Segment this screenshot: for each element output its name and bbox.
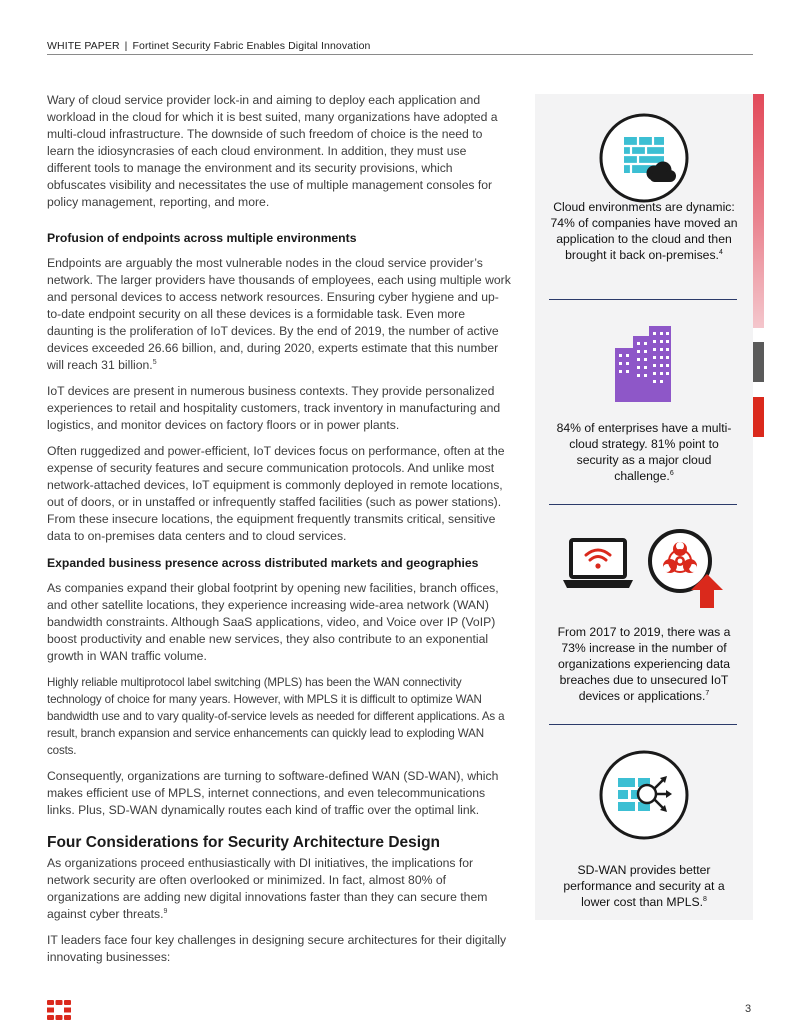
stat-multi-cloud <box>549 420 739 484</box>
document-type-label: WHITE PAPER <box>47 40 120 52</box>
accent-bar-gradient <box>753 94 764 328</box>
page-header <box>47 40 753 55</box>
document-title: Fortinet Security Fabric Enables Digital Innovation <box>132 40 371 52</box>
biohazard-upload-icon <box>647 528 727 608</box>
paragraph-multicloud: Wary of cloud service provider lock-in and aiming to deploy each application and workload in the cloud for which it is best suited, many organizations have adopted a multi-cloud infrastructure. The downside of such freedom of choice is the need to learn the idiosyncrasies of each cloud environment. In addition, they must use different tools to manage the environment and its security provisions, which obfuscates visibility and necessitates the use of multiple management consoles for policy management, reporting, and more. <box>47 93 498 209</box>
footnote-ref: 5 <box>152 359 157 366</box>
heading-four-considerations: Four Considerations for Security Architecture Design <box>47 834 441 851</box>
city-buildings-icon <box>615 326 671 402</box>
stat-cloud-environments-text: Cloud environments are dynamic: 74% of companies have moved an application to the cloud and then brought it back on-premises. <box>550 200 738 262</box>
paragraph-wan-constraints: As companies expand their global footprint by opening new facilities, branch offices, and other satellite locations, they experience increasing wide-area network (WAN) bandwidth constraints. Although SaaS applications, video, and Voice over IP (VoIP) boost productivity and enable new services, they also contribute to an exponential growth in WAN traffic volume. <box>47 581 499 663</box>
heading-endpoints: Profusion of endpoints across multiple environments <box>47 231 357 245</box>
paragraph-iot-security: Often ruggedized and power-efficient, IoT devices focus on performance, often at the expense of security features and secure communication protocols. And unlike most network-attached devices, IoT equipment is commonly deployed in remote locations, out of doors, or in unstaffed or infrequently staffed facilities (such as power stations). From these insecure locations, the equipment frequently transmits critical, sensitive data to on-premises data centers and to cloud services. <box>47 444 505 543</box>
paragraph-iot-contexts: IoT devices are present in numerous business contexts. They provide personalized experiences to retail and hospitality customers, track inventory in manufacturing and logistics, and monitor devices on factory floors or in power plants. <box>47 384 501 432</box>
paragraph-it-leaders: IT leaders face four key challenges in designing secure architectures for their digitally innovating businesses: <box>47 933 507 964</box>
stat-iot-breaches-text: From 2017 to 2019, there was a 73% increase in the number of organizations experiencing data breaches due to unsecured IoT devices or applications. <box>557 625 731 703</box>
footnote-ref: 8 <box>703 896 707 903</box>
cloud-firewall-icon <box>598 112 690 204</box>
stat-cloud-environments <box>549 199 739 263</box>
main-column <box>47 92 512 975</box>
paragraph-sd-wan: Consequently, organizations are turning to software-defined WAN (SD-WAN), which makes efficient use of MPLS, internet connections, and even telecommunications links. Plus, SD-WAN dynamically routes each kind of traffic over the optimal link. <box>47 769 499 817</box>
paragraph-endpoints-text: Endpoints are arguably the most vulnerable nodes in the cloud service provider’s network. The larger providers have thousands of employees, each using multiple work and personal devices to access network resources. Ensuring cyber hygiene and up-to-date endpoint security on all these devices is a formidable task. Even more daunting is the proliferation of IoT devices. By the end of 2019, the number of active devices exceeded 26.66 billion, and, during 2020, experts estimate that this number will reach 31 billion. <box>47 256 511 372</box>
footnote-ref: 6 <box>669 470 674 477</box>
page-number: 3 <box>745 1003 752 1015</box>
paragraph-mpls: Highly reliable multiprotocol label switching (MPLS) has been the WAN connectivity technology of choice for many years. However, with MPLS it is difficult to optimize WAN bandwidth use and to vary quality-of-service levels as needed for different applications. As a result, branch expansion and service enhancements can quickly lead to exploding WAN costs. <box>47 676 505 757</box>
divider <box>549 299 737 300</box>
divider <box>549 724 737 725</box>
accent-bar-gray <box>753 342 764 382</box>
laptop-wifi-icon <box>563 538 633 590</box>
header-separator: | <box>124 40 128 52</box>
footnote-ref: 9 <box>163 908 168 915</box>
stat-sd-wan <box>549 862 739 910</box>
stats-sidebar <box>535 94 753 920</box>
heading-expanded-presence: Expanded business presence across distributed markets and geographies <box>47 556 479 570</box>
paragraph-endpoints <box>47 255 512 374</box>
footnote-ref: 7 <box>705 690 710 697</box>
paragraph-di-initiatives <box>47 855 512 923</box>
stat-multi-cloud-text: 84% of enterprises have a multi-cloud strategy. 81% point to security as a major cloud challenge. <box>556 421 732 483</box>
fortinet-logo-icon <box>47 1000 71 1020</box>
stat-iot-breaches <box>549 624 739 704</box>
divider <box>549 504 737 505</box>
sd-wan-network-icon <box>598 749 690 841</box>
accent-bar-red <box>753 397 764 437</box>
stat-sd-wan-text: SD-WAN provides better performance and security at a lower cost than MPLS. <box>563 863 725 909</box>
paragraph-di-text: As organizations proceed enthusiastically with DI initiatives, the implications for network security are often overlooked or minimized. In fact, almost 80% of organizations are adding new digital innovations faster than they can secure them against cyber threats. <box>47 856 488 921</box>
footnote-ref: 4 <box>718 249 723 256</box>
